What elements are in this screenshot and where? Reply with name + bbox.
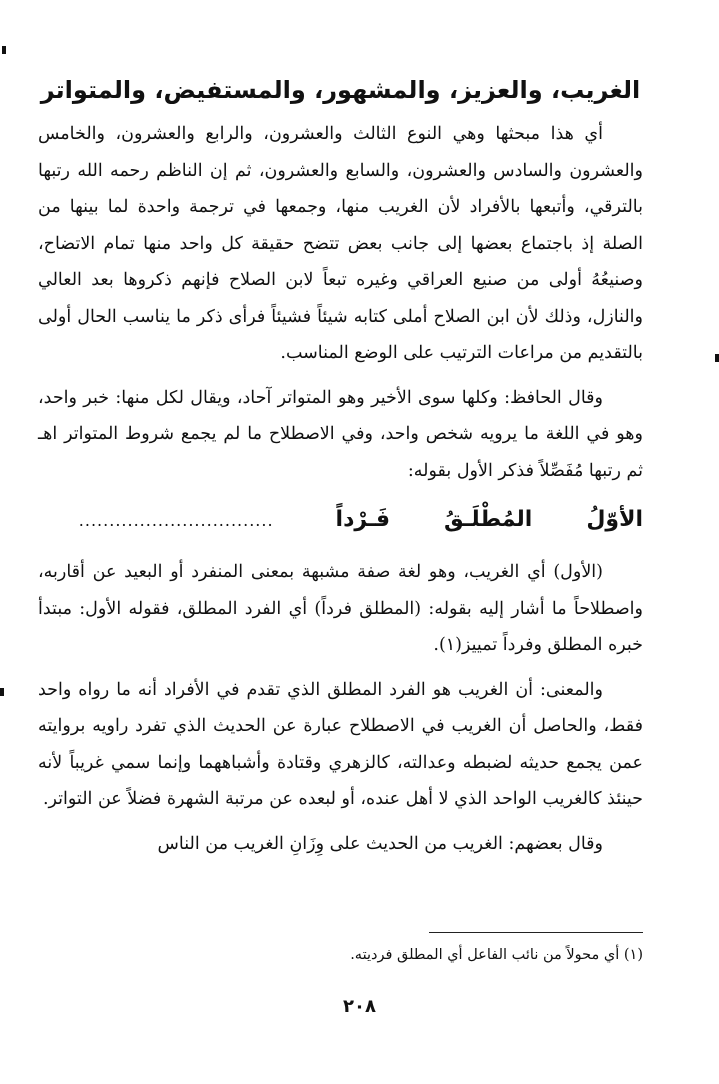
verse-dots: ................................ <box>78 511 274 530</box>
page-body <box>38 68 643 870</box>
footnote: (١) أي محولاً من نائب الفاعل أي المطلق فرديته. <box>350 947 643 963</box>
paragraph-4-text: والمعنى: أن الغريب هو الفرد المطلق الذي تقدم في الأفراد أنه ما رواه واحد فقط، والحاصل أن الغريب في الاصطلاح عبارة عن الحديث الذي تفرد راويه بروايته عمن يجمع حديثه لضبطه وعدالته، كالزهري وقتادة وأشباههما وإنما سمي غريباً لأنه حينئذ كالغريب الواحد الذي لا أهل عنده، أو لبعده عن مرتبة الشهرة فضلاً عن التواتر. <box>38 679 643 809</box>
paragraph-1 <box>38 116 643 372</box>
footnote-separator <box>429 932 643 933</box>
paragraph-2-text: وقال الحافظ: وكلها سوى الأخير وهو المتواتر آحاد، ويقال لكل منها: خبر واحد، وهو في اللغة ما يرويه شخص واحد، وفي الاصطلاح ما لم يجمع شروط المتواتر اهـ ثم رتبها مُفَصِّلاً فذكر الأول بقوله: <box>38 387 643 481</box>
verse-word-2: المُطْلَـقُ <box>444 507 533 532</box>
paragraph-3 <box>38 554 643 664</box>
paragraph-5 <box>38 826 643 863</box>
paragraph-4 <box>38 672 643 818</box>
paragraph-1-text: أي هذا مبحثها وهي النوع الثالث والعشرون، والرابع والعشرون، والخامس والعشرون والسادس والعشرون، والسابع والعشرون، ثم إن الناظم رحمه الله رتبها بالترقي، وأتبعها بالأفراد لأن الغريب منها، وجمعها في ترجمة واحدة لما بينها من الصلة إذ باجتماع بعضها إلى جانب بعض تتضح حقيقة كل واحد منها تمام الاتضاح، وصنيعُهُ أولى من صنيع العراقي وغيره تبعاً لابن الصلاح فإنهم ذكروها بعد العالي والنازل، وذلك لأن ابن الصلاح أملى كتابه شيئاً فشيئاً فرأى ذكر ما يناسب الحال أولى بالتقديم من مراعات الترتيب على الوضع المناسب. <box>38 124 643 363</box>
page-number: ٢٠٨ <box>343 996 376 1017</box>
scan-edge-mark <box>715 354 719 362</box>
paragraph-3-text: (الأول) أي الغريب، وهو لغة صفة مشبهة بمعنى المنفرد أو البعيد عن أقاربه، واصطلاحاً ما أشار إليه بقوله: (المطلق فرداً) أي الفرد المطلق، فقوله الأول: مبتدأ خبره المطلق وفرداً تمييز(١). <box>38 562 643 655</box>
scan-edge-mark <box>2 46 6 54</box>
page-title: الغريب، والعزيز، والمشهور، والمستفيض، والمتواتر <box>40 76 641 104</box>
verse-line <box>38 497 643 544</box>
paragraph-5-text: وقال بعضهم: الغريب من الحديث على وِزَانِ الغريب من الناس <box>157 833 603 854</box>
paragraph-2 <box>38 380 643 490</box>
verse-word-1: الأوّلُ <box>586 507 643 532</box>
verse-word-3: فَـرْداً <box>335 507 390 532</box>
scan-edge-mark <box>0 688 4 696</box>
